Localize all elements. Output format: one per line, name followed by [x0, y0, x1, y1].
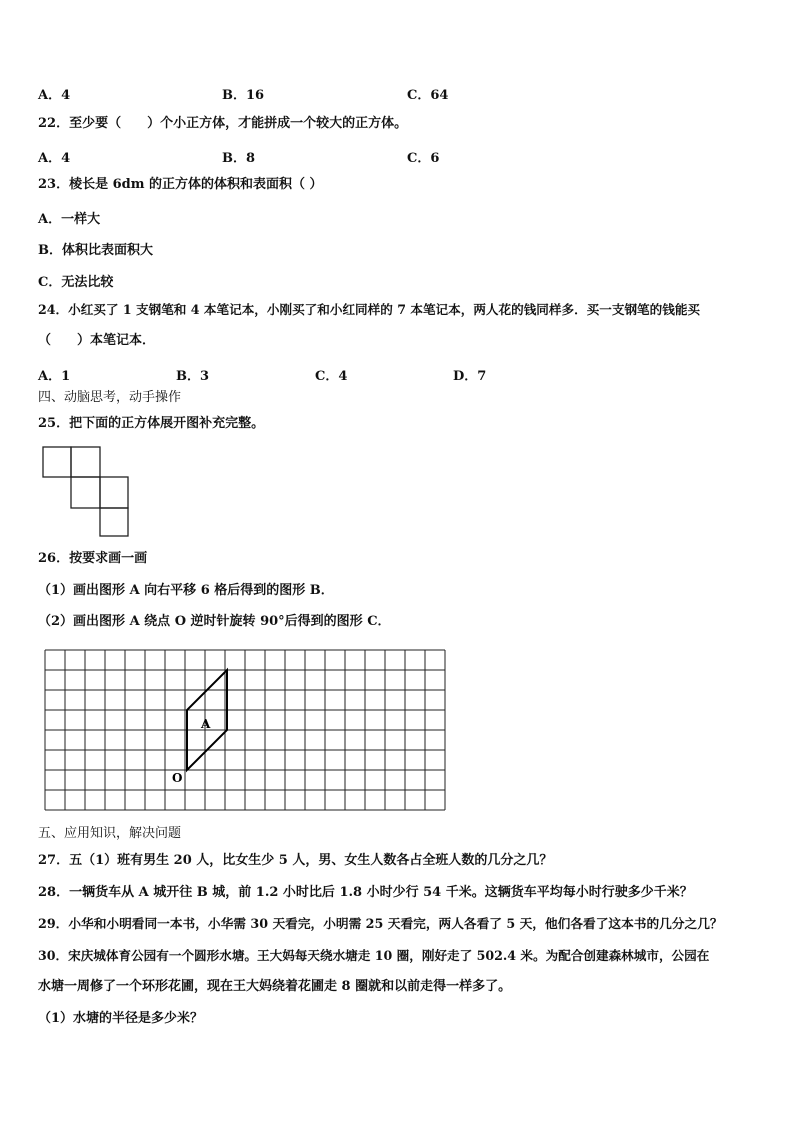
label-a: A: [201, 717, 211, 731]
q25-stem: 25．把下面的正方体展开图补充完整。: [38, 416, 265, 431]
q24-option-d[interactable]: D．7: [453, 369, 487, 384]
q22-stem: 22．至少要（ ）个小正方体，才能拼成一个较大的正方体。: [38, 116, 408, 131]
q22-option-b[interactable]: B．8: [222, 151, 256, 166]
q24-option-a[interactable]: A．1: [38, 369, 71, 384]
q21-option-c[interactable]: C．64: [407, 88, 449, 103]
q26-part2: （2）画出图形 A 绕点 O 逆时针旋转 90°后得到的图形 C．: [38, 614, 391, 629]
q22-option-c[interactable]: C．6: [407, 151, 440, 166]
q26-stem: 26．按要求画一画: [38, 551, 148, 566]
q30-stem-line2: 水塘一周修了一个环形花圃，现在王大妈绕着花圃走 8 圈就和以前走得一样多了。: [38, 979, 512, 994]
q24-stem-line1: 24．小红买了 1 支钢笔和 4 本笔记本，小刚买了和小红同样的 7 本笔记本，两人花的钱同样多．买一支钢笔的钱能买: [38, 302, 701, 317]
q24-option-b[interactable]: B．3: [176, 369, 210, 384]
section5-title: 五、应用知识，解决问题: [38, 826, 182, 841]
q27-stem: 27．五（1）班有男生 20 人，比女生少 5 人，男、女生人数各占全班人数的几分之几？: [38, 853, 553, 868]
q23-option-b[interactable]: B．体积比表面积大: [38, 243, 153, 258]
q28-stem: 28．一辆货车从 A 城开往 B 城，前 1.2 小时比后 1.8 小时少行 54 千米。这辆货车平均每小时行驶多少千米？: [38, 885, 693, 900]
q23-stem: 23．棱长是 6dm 的正方体的体积和表面积（ ）: [38, 177, 323, 192]
q29-stem: 29．小华和小明看同一本书，小华需 30 天看完，小明需 25 天看完，两人各看了 5 天，他们各看了这本书的几分之几？: [38, 916, 723, 931]
cube-net-figure: [40, 444, 132, 538]
drawing-grid[interactable]: [44, 648, 446, 816]
q23-option-c[interactable]: C．无法比较: [38, 275, 114, 290]
q21-option-b[interactable]: B．16: [222, 88, 265, 103]
q22-option-a[interactable]: A．4: [38, 151, 71, 166]
q26-part1: （1）画出图形 A 向右平移 6 格后得到的图形 B．: [38, 583, 334, 598]
q30-stem-line1: 30．宋庆城体育公园有一个圆形水塘。王大妈每天绕水塘走 10 圈，刚好走了 502.4 米。为配合创建森林城市，公园在: [38, 948, 710, 963]
q23-option-a[interactable]: A．一样大: [38, 212, 101, 227]
q24-stem-line2: （ ）本笔记本．: [38, 333, 156, 348]
q30-part1: （1）水塘的半径是多少米？: [38, 1011, 204, 1026]
q21-option-a[interactable]: A．4: [38, 88, 71, 103]
label-o: O: [172, 771, 183, 785]
section4-title: 四、动脑思考，动手操作: [38, 390, 182, 405]
q24-option-c[interactable]: C．4: [315, 369, 348, 384]
